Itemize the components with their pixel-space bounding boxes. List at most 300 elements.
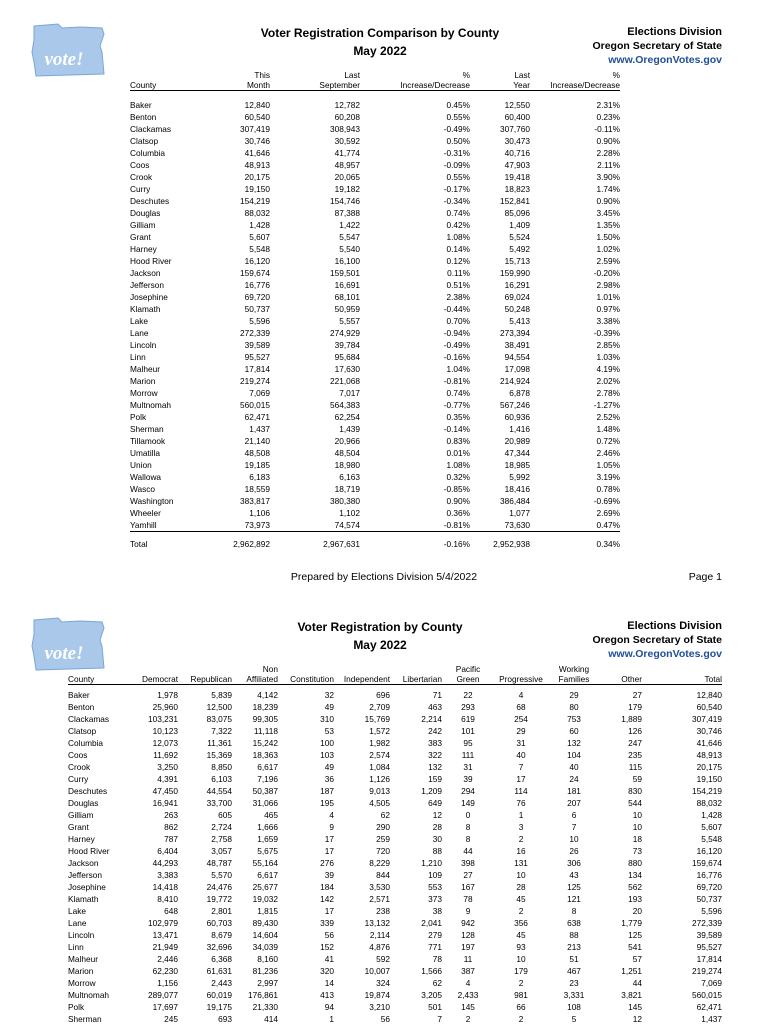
county-name-cell: Jefferson [68,870,102,880]
value-cell: -0.17% [443,184,470,194]
value-cell: 648 [164,906,178,916]
table-row [130,495,620,507]
value-cell: 9 [329,822,334,832]
county-name-cell: Coos [130,160,150,170]
county-name-cell: Sherman [130,424,164,434]
value-cell: 159,990 [500,268,530,278]
value-cell: 111 [461,750,475,760]
value-cell: 339 [320,918,334,928]
value-cell: 5,596 [701,906,722,916]
value-cell: 18,985 [504,460,530,470]
table-row [68,689,722,701]
value-cell: 30 [432,834,442,844]
value-cell: 8 [465,822,471,832]
county-name-cell: Grant [130,232,151,242]
value-cell: 380,380 [330,496,360,506]
value-cell: 32 [324,690,334,700]
value-cell: 30,592 [334,136,360,146]
value-cell: 50,737 [696,894,722,904]
org-block [592,619,722,661]
value-cell: 5 [571,1014,577,1024]
value-cell: 0.47% [596,520,620,530]
county-name-cell: Linn [130,352,146,362]
county-name-cell: Polk [68,1002,85,1012]
value-cell: 88 [432,846,442,856]
table-row [130,219,620,231]
value-cell: 20,175 [244,172,270,182]
value-cell: 125 [628,930,642,940]
county-name-cell: Lake [68,906,86,916]
value-cell: 83,075 [206,714,232,724]
col-header-libertarian: Libertarian [390,664,442,685]
value-cell: 101 [461,726,475,736]
value-cell: 16,776 [696,870,722,880]
value-cell: 880 [628,858,642,868]
table-row [130,111,620,123]
col-header-pct-change-year: % Increase/Decrease [530,70,620,91]
value-cell: -0.20% [593,268,620,278]
value-cell: 0.55% [446,172,470,182]
value-cell: 184 [320,882,334,892]
value-cell: 13,132 [364,918,390,928]
value-cell: 32,696 [206,942,232,952]
col-header-constitution: Constitution [278,664,334,685]
table-row [130,99,620,111]
org-department: Oregon Secretary of State [592,40,722,52]
org-url-link[interactable]: www.OregonVotes.gov [608,54,722,66]
value-cell: 48,508 [244,448,270,458]
value-cell: 20,175 [696,762,722,772]
table-row [68,941,722,953]
value-cell: 197 [461,942,475,952]
value-cell: 131 [514,858,528,868]
value-cell: 235 [628,750,642,760]
value-cell: 16,120 [696,846,722,856]
col-header-independent: Independent [334,664,390,685]
value-cell: 3.19% [596,472,620,482]
value-cell: 20,065 [334,172,360,182]
value-cell: -0.44% [443,304,470,314]
value-cell: 16,120 [244,256,270,266]
value-cell: 103 [320,750,334,760]
value-cell: 114 [514,786,528,796]
value-cell: 33,700 [206,798,232,808]
page-title [190,24,570,60]
total-value-cell: -0.16% [360,532,470,551]
value-cell: 12,782 [334,100,360,110]
value-cell: 17,630 [334,364,360,374]
county-name-cell: Polk [130,412,147,422]
value-cell: 696 [376,690,390,700]
value-cell: 7 [571,822,577,832]
value-cell: 254 [514,714,528,724]
value-cell: 5,570 [211,870,232,880]
value-cell: 24 [569,774,579,784]
value-cell: 19,182 [334,184,360,194]
value-cell: 125 [567,882,581,892]
value-cell: 11,361 [207,738,232,748]
svg-text:vote!: vote! [44,49,84,70]
value-cell: 2 [518,978,524,988]
table-row [130,423,620,435]
org-url-link[interactable]: www.OregonVotes.gov [608,648,722,660]
value-cell: 1,102 [339,508,360,518]
county-name-cell: Columbia [130,148,166,158]
value-cell: 23 [569,978,579,988]
table-row [130,351,620,363]
value-cell: 19,150 [696,774,722,784]
county-name-cell: Clatsop [68,726,97,736]
value-cell: 68 [516,702,526,712]
table-row [68,881,722,893]
value-cell: 22 [463,690,473,700]
total-value-cell: 2,967,631 [270,532,360,551]
value-cell: 293 [461,702,475,712]
value-cell: 85,096 [504,208,530,218]
value-cell: 307,760 [500,124,530,134]
title-line-1: Voter Registration Comparison by County [260,26,500,40]
value-cell: 100 [320,738,334,748]
value-cell: 44 [463,846,473,856]
value-cell: 0.42% [446,220,470,230]
value-cell: 31 [463,762,473,772]
table-row [68,857,722,869]
county-name-cell: Benton [68,702,95,712]
value-cell: 0.50% [446,136,470,146]
value-cell: -0.49% [443,124,470,134]
value-cell: 17 [324,834,334,844]
county-name-cell: Josephine [130,292,168,302]
value-cell: 7 [437,1014,442,1024]
value-cell: 13,471 [152,930,178,940]
county-name-cell: Lincoln [68,930,95,940]
value-cell: 93 [516,942,526,952]
value-cell: 0.12% [446,256,470,266]
value-cell: 649 [428,798,442,808]
county-name-cell: Klamath [68,894,99,904]
value-cell: 44,293 [152,858,178,868]
table-row [130,135,620,147]
table-row [68,977,722,989]
value-cell: 62 [380,810,390,820]
value-cell: 2,574 [369,750,390,760]
value-cell: 1,106 [249,508,270,518]
value-cell: 19,032 [252,894,278,904]
value-cell: 0.97% [596,304,620,314]
oregon-vote-logo [28,22,108,80]
org-department: Oregon Secretary of State [592,634,722,646]
value-cell: 104 [567,750,581,760]
value-cell: 272,339 [240,328,270,338]
value-cell: 17 [516,774,526,784]
county-name-cell: Curry [130,184,151,194]
value-cell: 12,840 [244,100,270,110]
value-cell: -0.11% [594,124,620,134]
table-row [68,713,722,725]
county-name-cell: Multnomah [130,400,172,410]
value-cell: 238 [376,906,390,916]
county-name-cell: Harney [130,244,157,254]
table-row [130,363,620,375]
value-cell: 40 [569,762,579,772]
value-cell: 99,305 [252,714,278,724]
col-header-last-september: Last September [270,70,360,91]
value-cell: 18,239 [252,702,278,712]
value-cell: 69,024 [504,292,530,302]
value-cell: 8,850 [211,762,232,772]
value-cell: 1,084 [369,762,390,772]
value-cell: 7 [518,762,524,772]
county-name-cell: Josephine [68,882,106,892]
table-row [68,845,722,857]
table-row [130,243,620,255]
table-row [130,231,620,243]
value-cell: 0.45% [446,100,470,110]
value-cell: 274,929 [330,328,360,338]
county-name-cell: Lake [130,316,148,326]
value-cell: 294 [461,786,475,796]
value-cell: -0.16% [443,352,470,362]
value-cell: 263 [164,810,178,820]
value-cell: 289,077 [148,990,178,1000]
value-cell: 605 [218,810,232,820]
value-cell: 102,979 [148,918,178,928]
value-cell: 0.90% [446,496,470,506]
value-cell: 619 [461,714,475,724]
value-cell: 59 [632,774,642,784]
value-cell: 18,980 [334,460,360,470]
value-cell: 1,428 [249,220,270,230]
value-cell: 145 [461,1002,475,1012]
col-header-total: Total [642,664,722,685]
value-cell: 47,344 [504,448,530,458]
county-name-cell: Tillamook [130,436,166,446]
value-cell: 16 [516,846,526,856]
value-cell: 9 [465,906,471,916]
value-cell: 39,784 [334,340,360,350]
value-cell: 10,123 [152,726,178,736]
value-cell: 373 [428,894,442,904]
value-cell: 1,156 [157,978,178,988]
value-cell: 4,505 [369,798,390,808]
value-cell: 3.45% [596,208,620,218]
county-name-cell: Morrow [130,388,158,398]
value-cell: 3,821 [621,990,642,1000]
col-header-progressive: Progressive [494,664,548,685]
value-cell: 53 [324,726,334,736]
county-name-cell: Crook [130,172,153,182]
county-name-cell: Curry [68,774,89,784]
county-name-cell: Umatilla [130,448,160,458]
county-name-cell: Benton [130,112,157,122]
col-header-county: County [130,70,200,91]
value-cell: 5,839 [211,690,232,700]
value-cell: 12,500 [206,702,232,712]
value-cell: 6,368 [211,954,232,964]
value-cell: 8 [571,906,577,916]
value-cell: 40,716 [504,148,530,158]
value-cell: 5,557 [339,316,360,326]
table-row [68,797,722,809]
value-cell: 159 [428,774,442,784]
value-cell: 2 [465,1014,471,1024]
value-cell: 383,817 [240,496,270,506]
county-name-cell: Columbia [68,738,104,748]
value-cell: 1,982 [369,738,390,748]
value-cell: 1,566 [421,966,442,976]
value-cell: -0.69% [593,496,620,506]
comparison-table-body [130,99,620,550]
value-cell: 17 [324,906,334,916]
value-cell: 2.52% [596,412,620,422]
value-cell: 279 [428,930,442,940]
value-cell: 39,589 [244,340,270,350]
value-cell: 219,274 [692,966,722,976]
value-cell: 307,419 [240,124,270,134]
value-cell: 1,439 [339,424,360,434]
value-cell: 320 [320,966,334,976]
table-row [130,291,620,303]
value-cell: 12,840 [696,690,722,700]
value-cell: -0.31% [443,148,470,158]
table-row [68,833,722,845]
value-cell: 39 [463,774,473,784]
value-cell: 1.01% [596,292,620,302]
value-cell: 2.31% [596,100,620,110]
value-cell: 20 [632,906,642,916]
county-name-cell: Hood River [130,256,172,266]
comparison-table [130,70,620,550]
value-cell: 6,617 [257,870,278,880]
total-row [130,532,620,551]
value-cell: 4 [465,978,471,988]
value-cell: 259 [376,834,390,844]
value-cell: 25,960 [152,702,178,712]
value-cell: 1,779 [621,918,642,928]
total-value-cell: 2,952,938 [470,532,530,551]
col-header-democrat: Democrat [126,664,178,685]
value-cell: 1,437 [701,1014,722,1024]
value-cell: 2.28% [596,148,620,158]
value-cell: 94,554 [504,352,530,362]
value-cell: 387 [461,966,475,976]
value-cell: 1.50% [596,232,620,242]
value-cell: 3 [518,822,524,832]
value-cell: 1.05% [596,460,620,470]
value-cell: 6,878 [509,388,530,398]
value-cell: 73 [632,846,642,856]
value-cell: 5,596 [249,316,270,326]
footer-prepared-by: Prepared by Elections Division 5/4/2022 [290,571,478,583]
value-cell: 7,069 [249,388,270,398]
value-cell: 15,242 [252,738,278,748]
value-cell: 2,443 [211,978,232,988]
value-cell: 132 [567,738,581,748]
county-name-cell: Wheeler [130,508,161,518]
table-row [130,171,620,183]
value-cell: 16,776 [244,280,270,290]
total-value-cell: 2,962,892 [200,532,270,551]
value-cell: 7,196 [257,774,278,784]
county-name-cell: Sherman [68,1014,102,1024]
value-cell: 219,274 [240,376,270,386]
table-row [68,893,722,905]
value-cell: 398 [461,858,475,868]
value-cell: 3,383 [157,870,178,880]
value-cell: 562 [628,882,642,892]
value-cell: 39,589 [696,930,722,940]
table-row [68,917,722,929]
value-cell: 2.69% [596,508,620,518]
value-cell: -0.14% [443,424,470,434]
value-cell: 50,248 [504,304,530,314]
value-cell: 29 [569,690,579,700]
col-header-republican: Republican [178,664,232,685]
value-cell: 48,913 [244,160,270,170]
county-name-cell: Coos [68,750,88,760]
value-cell: 21,330 [252,1002,278,1012]
county-name-cell: Wallowa [130,472,162,482]
value-cell: -0.81% [443,520,470,530]
county-name-cell: Douglas [130,208,161,218]
value-cell: 69,720 [244,292,270,302]
value-cell: 693 [218,1014,232,1024]
table-row [130,279,620,291]
value-cell: 24,476 [206,882,232,892]
value-cell: -0.39% [593,328,620,338]
value-cell: 103,231 [148,714,178,724]
value-cell: 30,746 [696,726,722,736]
value-cell: -0.49% [443,340,470,350]
value-cell: 2.11% [597,160,620,170]
value-cell: 95,684 [334,352,360,362]
county-name-cell: Linn [68,942,84,952]
value-cell: 5,548 [701,834,722,844]
value-cell: 21,140 [244,436,270,446]
county-name-cell: Gilliam [68,810,94,820]
value-cell: 541 [628,942,642,952]
value-cell: 7,017 [339,388,360,398]
value-cell: 0.51% [446,280,470,290]
value-cell: 80 [569,702,579,712]
value-cell: 62,230 [152,966,178,976]
county-name-cell: Clackamas [68,714,110,724]
value-cell: 20,966 [334,436,360,446]
value-cell: 71 [432,690,442,700]
value-cell: 60,019 [206,990,232,1000]
value-cell: 49 [324,762,334,772]
value-cell: 1,659 [257,834,278,844]
table-row [130,387,620,399]
value-cell: 310 [320,714,334,724]
title-line-2: May 2022 [353,44,407,58]
value-cell: 322 [428,750,442,760]
value-cell: 0.83% [446,436,470,446]
value-cell: 39 [324,870,334,880]
table-row [68,785,722,797]
value-cell: 3,205 [421,990,442,1000]
value-cell: 2.59% [596,256,620,266]
value-cell: -0.94% [443,328,470,338]
value-cell: 11 [463,954,473,964]
value-cell: 272,339 [692,918,722,928]
value-cell: 95 [463,738,473,748]
value-cell: 414 [264,1014,278,1024]
table-row [130,315,620,327]
value-cell: 0.78% [596,484,620,494]
value-cell: 48,787 [206,858,232,868]
value-cell: 12,550 [504,100,530,110]
